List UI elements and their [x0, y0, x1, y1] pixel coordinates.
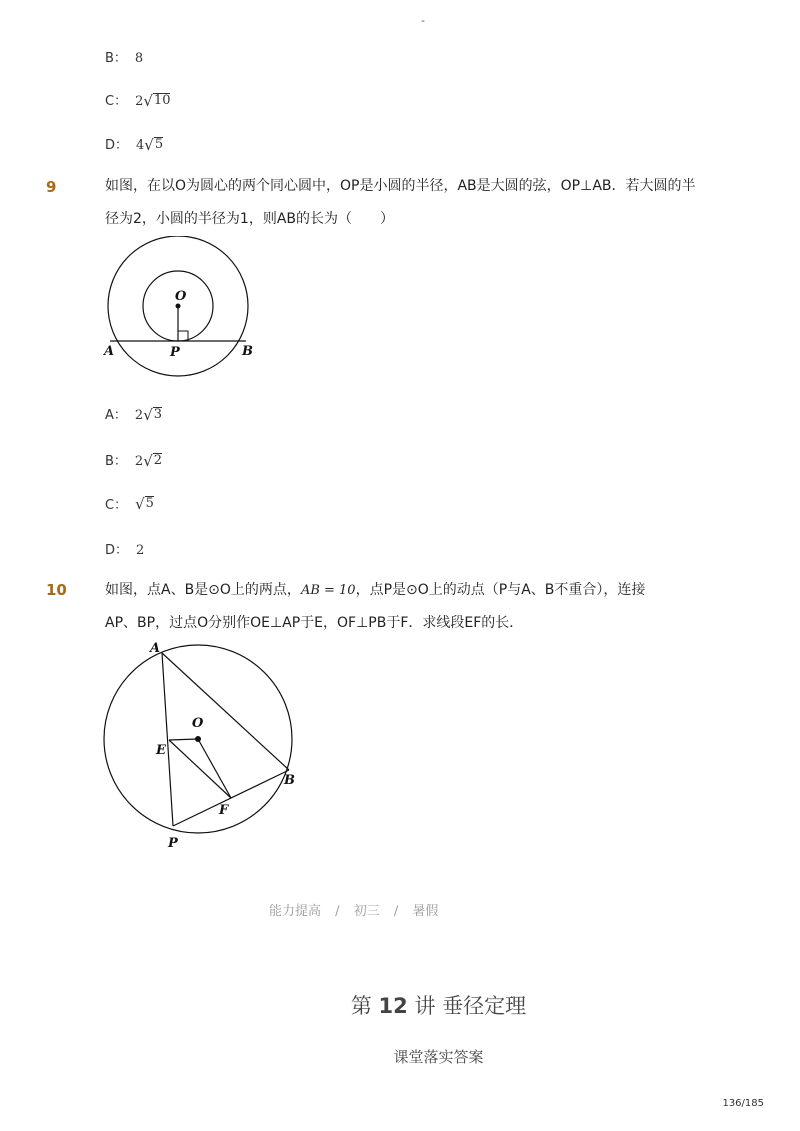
radical: √ 2 — [143, 452, 163, 470]
question-number-10: 10 — [46, 581, 67, 599]
option-value: 2 — [136, 543, 145, 558]
radicand: 5 — [145, 496, 154, 512]
question-10-line-1-part-b: ，点P是⊙O上的动点（P与A、B不重合），连接 — [355, 582, 646, 598]
q8-option-c — [105, 90, 170, 109]
option-label: A： — [105, 408, 127, 423]
option-value — [135, 93, 170, 109]
question-10-line-1 — [105, 574, 730, 607]
option-label: B： — [105, 51, 127, 66]
q9-option-c — [105, 494, 154, 513]
segment-of — [198, 739, 231, 798]
center-point — [195, 736, 201, 742]
center-point — [176, 304, 181, 309]
segment-oe — [169, 739, 198, 740]
label-e: E — [156, 743, 166, 758]
label-o: O — [175, 289, 187, 304]
radical: √ 5 — [144, 136, 164, 154]
option-value — [136, 137, 163, 153]
category-part: 初三 — [353, 904, 380, 919]
label-b: B — [284, 773, 295, 788]
lecture-suffix: 讲 垂径定理 — [414, 994, 527, 1018]
lecture-title — [0, 990, 800, 1020]
segment-ab — [162, 653, 289, 770]
label-a: A — [150, 641, 161, 656]
question-9-line-2: 径为2，小圆的半径为1，则AB的长为（ ） — [105, 211, 394, 227]
option-value — [135, 453, 162, 469]
option-value — [135, 407, 162, 423]
label-f: F — [219, 803, 229, 818]
q9-option-d — [105, 539, 144, 558]
lecture-prefix: 第 — [350, 994, 372, 1018]
category-separator: / — [335, 904, 340, 919]
q8-option-d — [105, 134, 163, 153]
question-10-line-1-part-a: 如图，点A、B是⊙O上的两点， — [105, 582, 301, 598]
option-label: D： — [105, 543, 129, 558]
coefficient: 2 — [134, 408, 144, 423]
radicand: 3 — [153, 407, 163, 423]
q9-option-a — [105, 404, 162, 423]
question-9-figure — [100, 236, 260, 386]
radicand: 5 — [154, 137, 164, 153]
page-number: 136/185 — [722, 1098, 764, 1109]
question-9-line-1: 如图，在以O为圆心的两个同心圆中，OP是小圆的半径，AB是大圆的弦，OP⊥AB．若大圆的半 — [105, 178, 696, 194]
question-10-figure — [100, 636, 310, 856]
radical: √ 5 — [135, 495, 154, 513]
radical: √ 3 — [143, 406, 163, 424]
footer-category — [0, 900, 800, 919]
inline-formula: AB = 10 — [300, 583, 356, 598]
label-o: O — [192, 716, 204, 731]
radical: √ 10 — [143, 92, 171, 110]
section-subtitle: 课堂落实答案 — [393, 1048, 484, 1066]
option-value: 8 — [134, 51, 144, 66]
label-p: P — [170, 345, 180, 360]
lecture-number: 12 — [378, 994, 408, 1018]
header-mark: - — [421, 14, 425, 27]
question-number-9: 9 — [46, 178, 57, 196]
category-part: 能力提高 — [269, 904, 322, 919]
label-a: A — [104, 344, 115, 359]
option-label: B： — [105, 454, 127, 469]
radicand: 2 — [153, 453, 163, 469]
question-10-line-2: AP、BP，过点O分别作OE⊥AP于E，OF⊥PB于F．求线段EF的长． — [105, 615, 524, 631]
coefficient: 2 — [135, 94, 144, 109]
option-label: C： — [105, 94, 128, 109]
q9-option-b — [105, 450, 162, 469]
q8-option-b — [105, 47, 143, 66]
radicand: 10 — [153, 93, 171, 109]
question-10-text — [105, 574, 730, 640]
question-9-text — [105, 170, 730, 236]
coefficient: 2 — [134, 454, 144, 469]
coefficient: 4 — [136, 138, 145, 153]
option-label: D： — [105, 138, 129, 153]
category-separator: / — [393, 904, 399, 919]
option-label: C： — [105, 498, 128, 513]
segment-ef — [169, 740, 231, 798]
category-part: 暑假 — [412, 904, 439, 919]
label-b: B — [242, 344, 253, 359]
label-p: P — [168, 836, 178, 851]
option-value — [135, 496, 154, 512]
